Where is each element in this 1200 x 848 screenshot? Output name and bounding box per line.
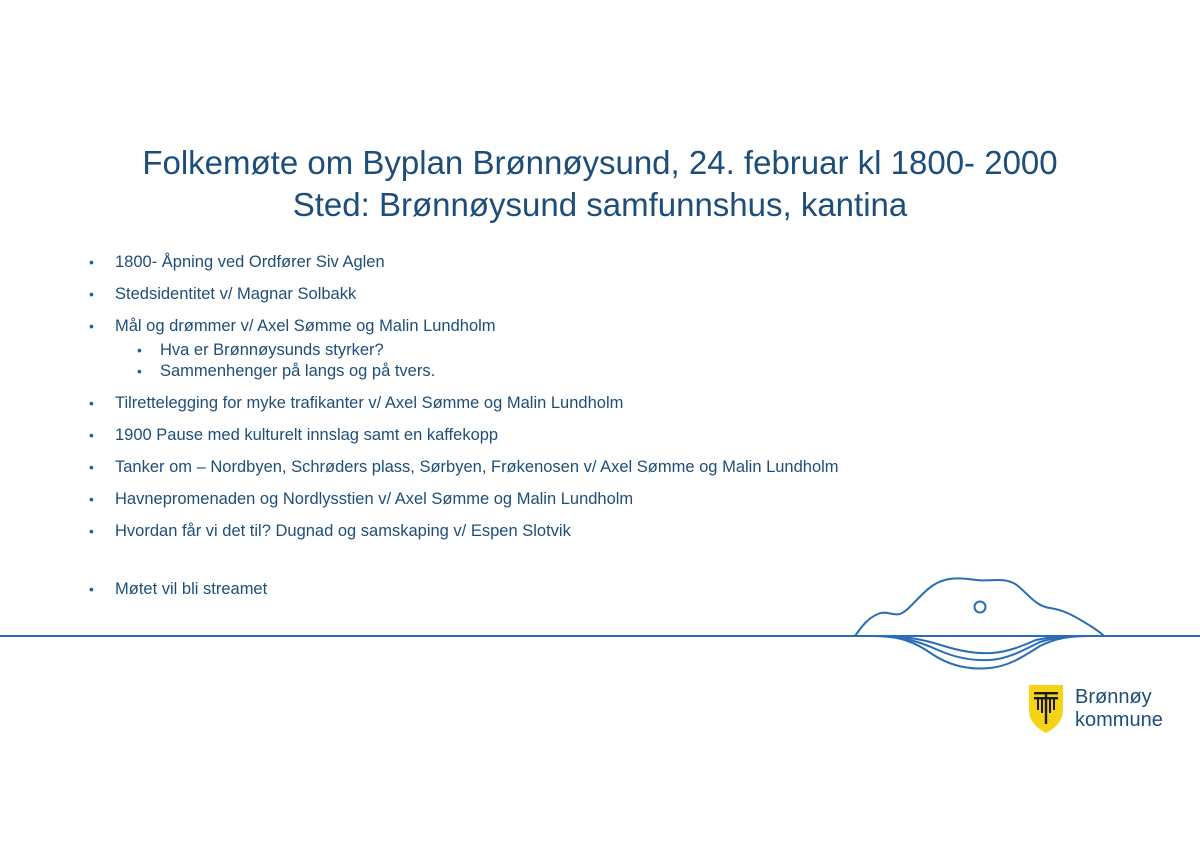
- agenda-item-text: Stedsidentitet v/ Magnar Solbakk: [115, 285, 357, 303]
- logo-line-1: Brønnøy: [1075, 686, 1152, 708]
- agenda-item: [86, 252, 1046, 273]
- logo-line-2: kommune: [1075, 709, 1163, 731]
- agenda-item: [86, 489, 1046, 510]
- title-line-1: Folkemøte om Byplan Brønnøysund, 24. februar kl 1800- 2000: [142, 144, 1058, 181]
- agenda-item-text: 1900 Pause med kulturelt innslag samt en kaffekopp: [115, 426, 499, 444]
- agenda-item-text: Mål og drømmer v/ Axel Sømme og Malin Lundholm: [115, 317, 496, 335]
- agenda-note-text: Møtet vil bli streamet: [115, 580, 268, 598]
- agenda-item: [86, 521, 1046, 542]
- agenda-item-text: Tanker om – Nordbyen, Schrøders plass, Sørbyen, Frøkenosen v/ Axel Sømme og Malin Lundholm: [115, 458, 839, 476]
- agenda-item-text: Hvordan får vi det til? Dugnad og samskaping v/ Espen Slotvik: [115, 522, 571, 540]
- bullet-icon: •: [89, 254, 94, 270]
- bullet-icon: •: [89, 318, 94, 334]
- agenda-sub-item-text: Hva er Brønnøysunds styrker?: [160, 341, 384, 359]
- bullet-icon: •: [89, 491, 94, 507]
- agenda-item: [86, 284, 1046, 305]
- island-horizon-graphic: [0, 570, 1200, 690]
- agenda-sub-list: [115, 340, 1046, 382]
- agenda-item: [86, 425, 1046, 446]
- agenda-item-text: Havnepromenaden og Nordlysstien v/ Axel Sømme og Malin Lundholm: [115, 490, 634, 508]
- agenda-item-text: 1800- Åpning ved Ordfører Siv Aglen: [115, 253, 385, 271]
- agenda-sub-item: [115, 340, 1046, 361]
- coat-of-arms-icon: [1028, 684, 1064, 734]
- slide-title: [0, 142, 1200, 226]
- agenda-item-text: Tilrettelegging for myke trafikanter v/ Axel Sømme og Malin Lundholm: [115, 394, 624, 412]
- agenda-list: [86, 252, 1046, 611]
- sun-circle: [975, 602, 986, 613]
- bullet-icon: •: [89, 286, 94, 302]
- bullet-icon: •: [89, 459, 94, 475]
- agenda-item: [86, 316, 1046, 382]
- bullet-icon: •: [137, 363, 142, 379]
- logo-text: [1075, 686, 1163, 732]
- bullet-icon: •: [137, 342, 142, 358]
- municipality-logo: [1028, 684, 1178, 738]
- agenda-item: [86, 457, 1046, 478]
- reflection-wave-2: [880, 636, 1084, 660]
- bullet-icon: •: [89, 395, 94, 411]
- agenda-sub-item: [115, 361, 1046, 382]
- agenda-sub-item-text: Sammenhenger på langs og på tvers.: [160, 362, 436, 380]
- island-outline: [855, 578, 1104, 636]
- title-line-2: Sted: Brønnøysund samfunnshus, kantina: [292, 186, 908, 223]
- bullet-icon: •: [89, 523, 94, 539]
- bullet-icon: •: [89, 427, 94, 443]
- bullet-icon: •: [89, 581, 94, 597]
- agenda-item: [86, 393, 1046, 414]
